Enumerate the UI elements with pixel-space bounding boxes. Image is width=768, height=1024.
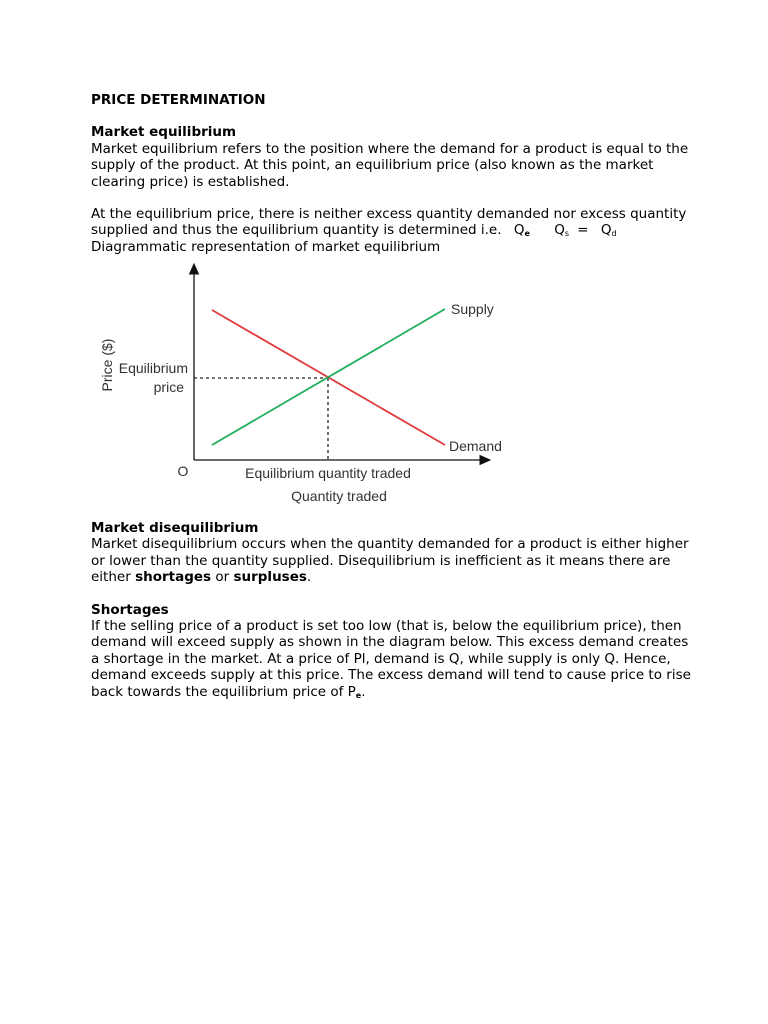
- supply-label: Supply: [451, 301, 494, 317]
- paragraph-market-disequilibrium: Market disequilibrium occurs when the quantity demanded for a product is either higher or lower than the quantity supplied. Disequilibrium is inefficient as it means there are either shortages or surpluses.: [91, 536, 689, 586]
- equilibrium-price-label-line2: price: [153, 379, 184, 395]
- document-title: PRICE DETERMINATION: [91, 92, 266, 108]
- equilibrium-quantity-label: Equilibrium quantity traded: [245, 465, 411, 481]
- equilibrium-diagram: [90, 258, 520, 513]
- formula-equals: =: [577, 222, 589, 239]
- paragraph-equilibrium-price-text: At the equilibrium price, there is neither excess quantity demanded nor excess quantity supplied and thus the equilibrium quantity is determined i.e.: [91, 206, 687, 239]
- document-page-continued: [91, 520, 691, 700]
- equilibrium-price-label-line1: Equilibrium: [118, 360, 188, 376]
- x-axis-label: Quantity traded: [291, 488, 387, 504]
- y-axis-label: Price ($): [99, 338, 115, 392]
- diagram-caption: Diagrammatic representation of market equilibrium: [91, 238, 441, 255]
- paragraph-equilibrium-price: [91, 206, 691, 239]
- equilibrium-formula: [506, 222, 617, 238]
- formula-qs: $Q_s$: [554, 222, 569, 239]
- heading-market-equilibrium: Market equilibrium: [91, 124, 237, 141]
- equilibrium-diagram-svg: [90, 258, 520, 513]
- heading-shortages: Shortages: [91, 601, 169, 618]
- formula-qd: $Q_d$: [600, 222, 617, 239]
- origin-label: O: [177, 463, 189, 479]
- paragraph-market-equilibrium: Market equilibrium refers to the position where the demand for a product is equal to the supply of the product. At this point, an equilibrium price (also known as the market clearing price) is established.: [91, 140, 689, 190]
- paragraph-shortages: If the selling price of a product is set too low (that is, below the equilibrium price), then demand will exceed supply as shown in the diagram below. This excess demand creates a shortage in the market. At a price of Pl, demand is Q, while supply is only Q. Hence, demand exceeds supply at this price. The excess demand will tend to cause price to rise back towards the equilibrium price of $P_e$.: [91, 618, 691, 700]
- formula-qe: $Q_e$: [513, 222, 530, 239]
- term-surpluses: surpluses: [233, 569, 307, 586]
- term-shortages: shortages: [135, 569, 212, 586]
- document-page: [91, 92, 691, 255]
- heading-market-disequilibrium: Market disequilibrium: [91, 520, 259, 536]
- demand-label: Demand: [449, 438, 502, 454]
